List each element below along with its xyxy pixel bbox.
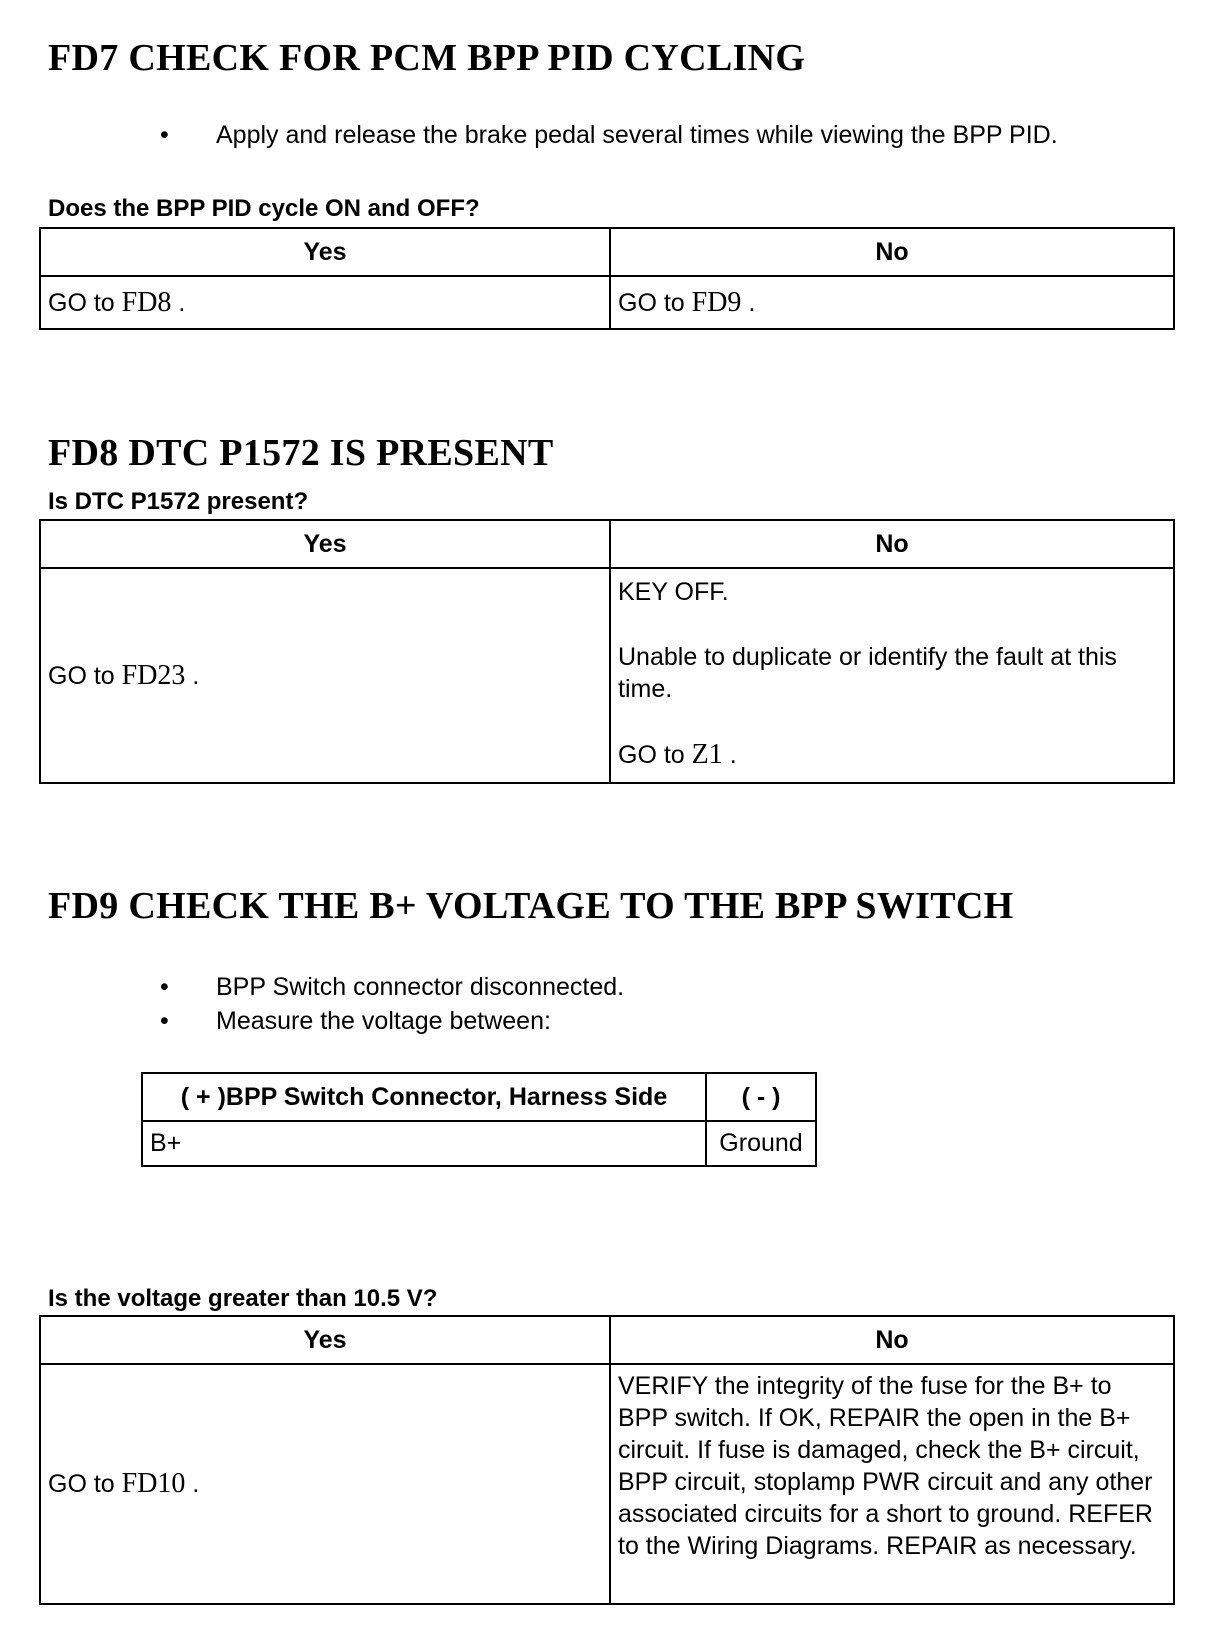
measure-positive-value: B+ <box>142 1121 706 1166</box>
goto-label: GO to <box>618 741 692 769</box>
fd9-title: FD9 CHECK THE B+ VOLTAGE TO THE BPP SWITCH <box>48 885 1014 927</box>
fd8-no-line2: Unable to duplicate or identify the fault at this time. <box>618 643 1117 703</box>
fd8-title: FD8 DTC P1572 IS PRESENT <box>48 432 554 474</box>
fd8-question: Is DTC P1572 present? <box>48 488 309 515</box>
fd7-question: Does the BPP PID cycle ON and OFF? <box>48 195 480 222</box>
fd8-decision-table <box>39 519 1175 784</box>
fd9-yes-goto-link[interactable]: FD10 <box>121 1468 186 1499</box>
fd7-yes-goto-link[interactable]: FD8 <box>121 286 172 318</box>
fd8-no-cell <box>610 568 1174 783</box>
goto-label: GO to <box>48 288 122 317</box>
goto-suffix: . <box>722 741 737 769</box>
measure-header-positive: ( + )BPP Switch Connector, Harness Side <box>142 1073 706 1121</box>
fd8-no-line1: KEY OFF. <box>618 578 729 606</box>
fd9-bullet-text-1: BPP Switch connector disconnected. <box>216 973 625 1001</box>
goto-label: GO to <box>48 661 122 690</box>
fd8-yes-cell <box>40 568 610 783</box>
fd7-bullet-text: Apply and release the brake pedal several times while viewing the BPP PID. <box>216 121 1058 149</box>
fd7-yes-cell <box>40 276 610 329</box>
fd9-bullet-text-2: Measure the voltage between: <box>216 1007 551 1035</box>
fd7-decision-table <box>39 227 1175 330</box>
goto-suffix: . <box>741 288 756 317</box>
fd9-yes-cell <box>40 1364 610 1604</box>
goto-suffix: . <box>185 661 200 690</box>
fd8-no-header: No <box>610 520 1174 568</box>
fd9-no-text: VERIFY the integrity of the fuse for the B+ to BPP switch. If OK, REPAIR the open in the B+ circuit. If fuse is damaged, check the B+ circuit, BPP circuit, stoplamp PWR circuit and any other associated circuits for a short to ground. REFER to the Wiring Diagrams. REPAIR as necessary. <box>618 1372 1153 1560</box>
bullet-icon: • <box>160 121 169 149</box>
fd7-title: FD7 CHECK FOR PCM BPP PID CYCLING <box>48 37 806 79</box>
fd8-no-goto-link[interactable]: Z1 <box>691 739 723 770</box>
fd8-no-goto <box>618 739 1166 771</box>
goto-label: GO to <box>618 288 692 317</box>
fd9-measure-table <box>141 1072 817 1167</box>
fd9-no-cell <box>610 1364 1174 1604</box>
fd9-decision-table <box>39 1315 1175 1605</box>
fd7-yes-header: Yes <box>40 228 610 276</box>
fd9-bullet-2 <box>160 1007 551 1036</box>
measure-negative-value: Ground <box>706 1121 816 1166</box>
fd7-no-header: No <box>610 228 1174 276</box>
fd8-yes-header: Yes <box>40 520 610 568</box>
fd8-yes-goto-link[interactable]: FD23 <box>121 659 186 691</box>
fd7-bullet <box>160 121 1058 150</box>
bullet-icon: • <box>160 1007 169 1035</box>
fd9-question: Is the voltage greater than 10.5 V? <box>48 1285 438 1312</box>
measure-header-negative: ( - ) <box>706 1073 816 1121</box>
fd9-yes-header: Yes <box>40 1316 610 1364</box>
fd9-no-header: No <box>610 1316 1174 1364</box>
fd9-bullet-1 <box>160 973 624 1002</box>
bullet-icon: • <box>160 973 169 1001</box>
goto-suffix: . <box>185 1470 200 1498</box>
fd7-no-goto-link[interactable]: FD9 <box>691 286 742 318</box>
fd7-no-cell <box>610 276 1174 329</box>
goto-label: GO to <box>48 1470 122 1498</box>
goto-suffix: . <box>171 288 186 317</box>
